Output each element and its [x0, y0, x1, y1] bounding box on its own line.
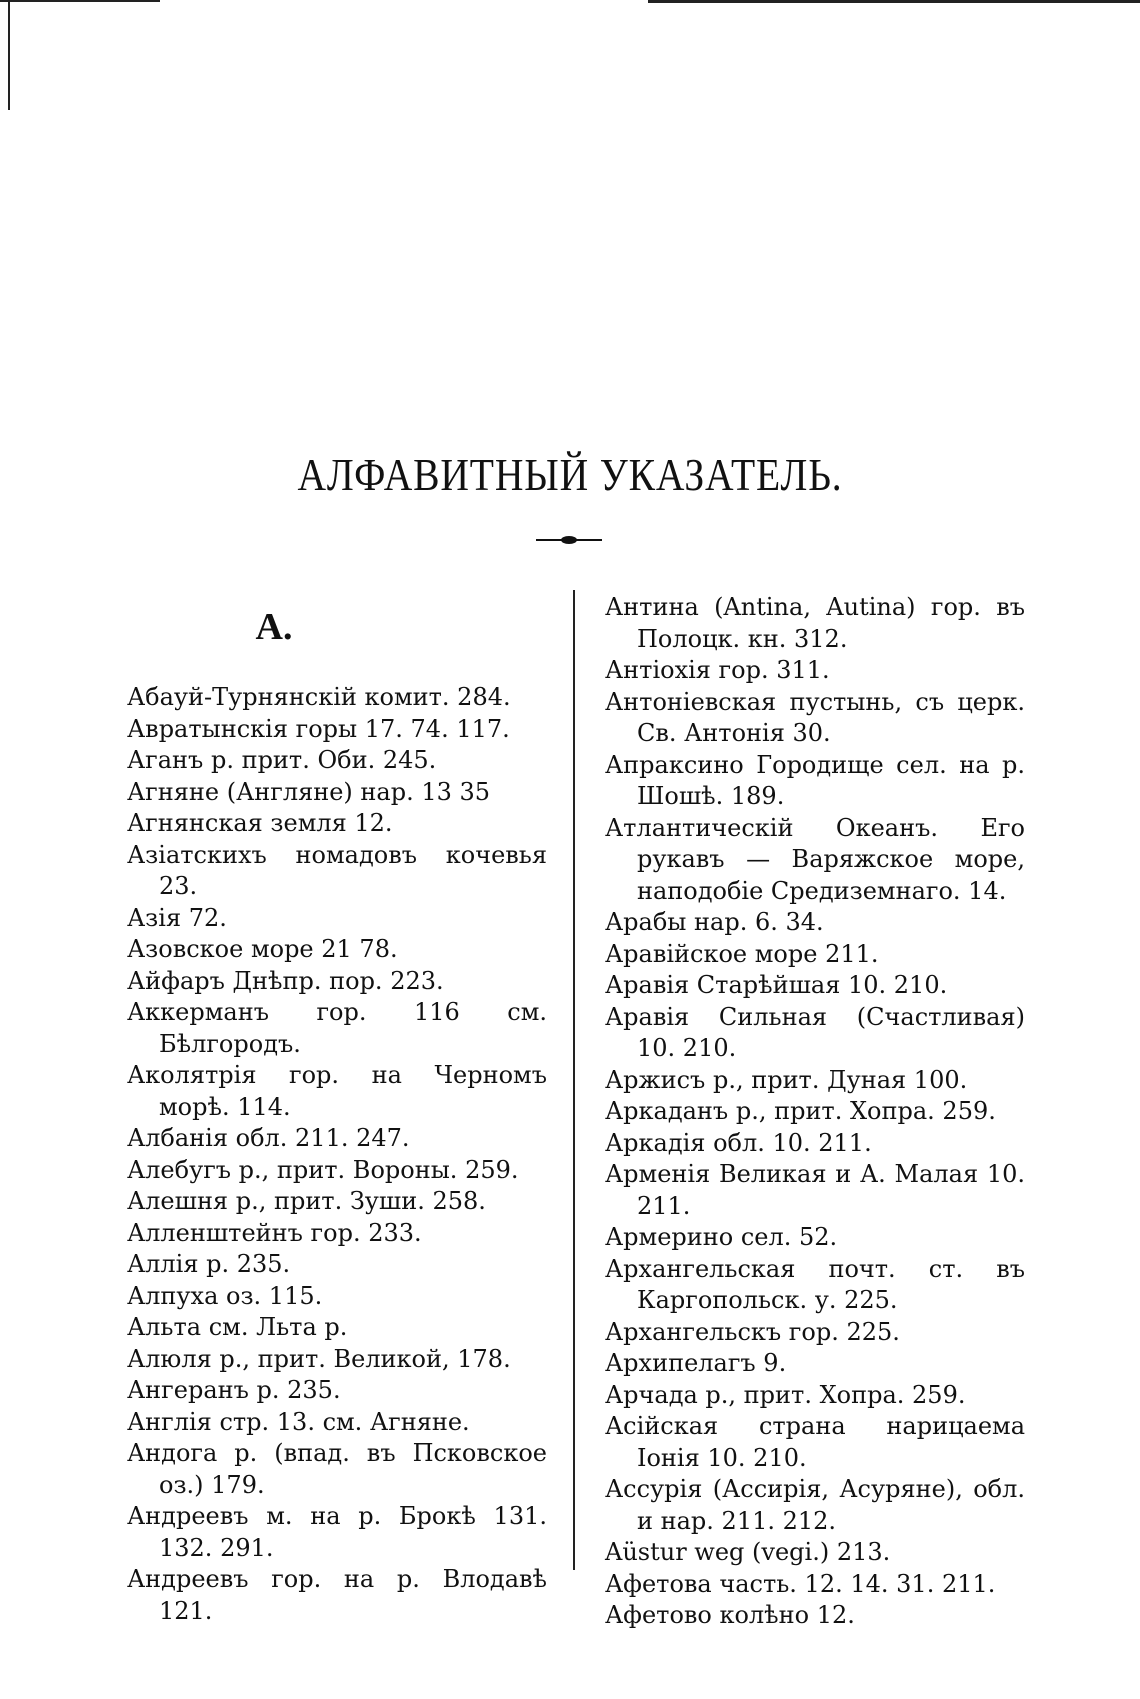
scan-edge-left	[8, 0, 10, 110]
index-entry: Архипелагъ 9.	[605, 1349, 787, 1377]
index-entry: Андога р. (впад. въ Псковское оз.) 179.	[127, 1439, 547, 1499]
index-entry: Азіатскихъ номадовъ кочевья 23.	[127, 840, 547, 900]
index-entry: Албанія обл. 211. 247.	[127, 1124, 410, 1152]
index-entry: Афетово колѣно 12.	[605, 1601, 855, 1629]
index-entry: Ассурія (Ассирія, Асуряне), обл. и нар. 211. 212.	[605, 1475, 1025, 1535]
index-entry: Арчада р., прит. Хопра. 259.	[605, 1380, 966, 1409]
index-entry: Алпуха оз. 115.	[127, 1281, 323, 1310]
index-entry: Аллія р. 235.	[127, 1250, 291, 1278]
index-entry: Аркаданъ р., прит. Хопра. 259.	[605, 1097, 996, 1125]
index-entry: Арабы нар. 6. 34.	[605, 908, 824, 936]
index-entry: Алленштейнъ гор. 233.	[127, 1218, 422, 1247]
title-ornament	[536, 534, 602, 546]
index-entry: Антоніевская пустынь, съ церк. Св. Антонія 30.	[605, 687, 1025, 747]
index-entry: Aüstur weg (vegi.) 213.	[605, 1538, 891, 1566]
index-entry: Андреевъ м. на р. Брокѣ 131. 132. 291.	[127, 1502, 547, 1562]
index-column-right	[605, 592, 1025, 1632]
index-entry: Аколятрія гор. на Черномъ морѣ. 114.	[127, 1061, 547, 1121]
index-entry: Афетова часть. 12. 14. 31. 211.	[605, 1569, 996, 1598]
index-entry: Англія стр. 13. см. Агняне.	[127, 1407, 470, 1436]
scan-edge-top-left	[0, 0, 160, 2]
index-entry: Айфаръ Днѣпр. пор. 223.	[127, 966, 444, 995]
index-entry: Аганъ р. прит. Оби. 245.	[127, 746, 437, 774]
index-entry: Ангеранъ р. 235.	[127, 1376, 341, 1404]
index-entry: Альта см. Льта р.	[127, 1313, 348, 1341]
index-entry: Армерино сел. 52.	[605, 1223, 838, 1251]
index-entry: Алебугъ р., прит. Вороны. 259.	[127, 1155, 519, 1184]
index-entry: Архангельская почт. ст. въ Каргопольск. у. 225.	[605, 1254, 1025, 1314]
index-entry: Авратынскія горы 17. 74. 117.	[127, 714, 510, 743]
page-title: АЛФАВИТНЫЙ УКАЗАТЕЛЬ.	[297, 449, 843, 500]
index-entry: Апраксино Городище сел. на р. Шошѣ. 189.	[605, 750, 1025, 810]
section-letter: А.	[255, 606, 293, 648]
index-entry: Алюля р., прит. Великой, 178.	[127, 1344, 511, 1373]
index-entry: Атлантическій Океанъ. Его рукавъ — Варяжское море, наподобіе Средиземнаго. 14.	[605, 813, 1025, 905]
index-entry: Арменія Великая и А. Малая 10. 211.	[605, 1160, 1025, 1220]
index-entry: Аравійское море 211.	[605, 939, 879, 968]
index-entry: Азовское море 21 78.	[127, 935, 398, 963]
index-entry: Антина (Antina, Autina) гор. въ Полоцк. кн. 312.	[605, 593, 1025, 653]
index-entry: Аркадія обл. 10. 211.	[605, 1128, 872, 1157]
index-entry: Антіохія гор. 311.	[605, 656, 830, 684]
index-entry: Азія 72.	[127, 903, 227, 932]
index-entry: Агнянская земля 12.	[127, 809, 393, 837]
scan-edge-top-right	[648, 0, 1140, 3]
index-entry: Аккерманъ гор. 116 см. Бѣлгородъ.	[127, 998, 547, 1058]
index-entry: Аравія Старѣйшая 10. 210.	[605, 971, 948, 999]
column-divider	[573, 590, 575, 1570]
index-entry: Алешня р., прит. Зуши. 258.	[127, 1187, 486, 1215]
index-entry: Агняне (Англяне) нар. 13 35	[127, 777, 491, 806]
index-entry: Архангельскъ гор. 225.	[605, 1317, 900, 1346]
index-column-left	[127, 682, 547, 1627]
index-entry: Аравія Сильная (Счастливая) 10. 210.	[605, 1002, 1025, 1062]
index-entry: Андреевъ гор. на р. Влодавѣ 121.	[127, 1565, 547, 1625]
index-entry: Аржисъ р., прит. Дуная 100.	[605, 1065, 968, 1094]
index-entry: Абауй-Турнянскій комит. 284.	[127, 683, 511, 711]
index-entry: Асійская страна нарицаема Іонія 10. 210.	[605, 1412, 1025, 1472]
